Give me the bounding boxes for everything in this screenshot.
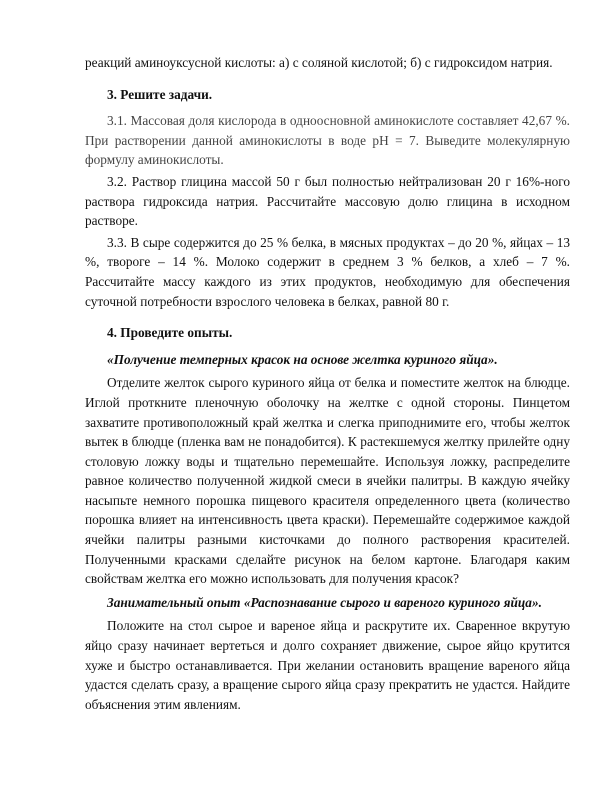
experiment-1-title: «Получение темперных красок на основе желтка куриного яйца». [107, 351, 498, 367]
section-4-heading: 4. Проведите опыты. [107, 325, 233, 341]
experiment-2-title: Занимательный опыт «Распознавание сырого и вареного куриного яйца». [107, 594, 542, 610]
page-content [85, 53, 570, 714]
task-3-2: 3.2. Раствор глицина массой 50 г был полностью нейтрализован 20 г 16%-ного раствора гидроксида натрия. Рассчитайте массовую долю глицина в исходном растворе. [85, 173, 570, 229]
task-3-1: 3.1. Массовая доля кислорода в одноосновной аминокислоте составляет 42,67 %. При растворении данной аминокислоты в воде pH = 7. Выведите молекулярную формулу аминокислоты. [85, 113, 570, 168]
intro-text: реакций аминоуксусной кислоты: а) с соляной кислотой; б) с гидроксидом натрия. [85, 55, 553, 70]
task-3-3: 3.3. В сыре содержится до 25 % белка, в мясных продуктах – до 20 %, яйцах – 13 %, твороге – 14 %. Молоко содержит в среднем 3 % белков, а хлеб – 7 %. Рассчитайте массу каждого из этих продуктов, необходимую для обеспечения суточной потребности взрослого человека в белках, равной 80 г. [85, 234, 570, 309]
section-3-heading: 3. Решите задачи. [107, 86, 213, 102]
experiment-1-body: Отделите желток сырого куриного яйца от белка и поместите желток на блюдце. Иглой проткните пленочную оболочку на желтке с одной стороны. Пинцетом захватите противоположный край желтка и слегка приподнимите его, чтобы желток вытек в блюдце (пленка вам не понадобится). К растекшемуся желтку прилейте одну столовую ложку воды и тщательно перемешайте. Используя ложку, распределите равное количество полученной жидкой смеси в ячейки палитры. В каждую ячейку насыпьте немного порошка пищевого красителя определенного цвета (количество порошка влияет на интенсивность цвета краски). Перемешайте содержимое каждой ячейки палитры разными кисточками до полного растворения красителей. Полученными красками сделайте рисунок на белом картоне. Благодаря каким свойствам желтка его можно использовать для получения красок? [85, 375, 570, 587]
experiment-2-body: Положите на стол сырое и вареное яйца и раскрутите их. Сваренное вкрутую яйцо сразу начинает вертеться и долго сохраняет движение, сырое яйцо крутится хуже и быстро останавливается. При желании остановить вращение вареного яйца удастся сделать сразу, а вращение сырого яйца сразу прекратить не удастся. Найдите объяснения этим явлениям. [85, 618, 570, 712]
